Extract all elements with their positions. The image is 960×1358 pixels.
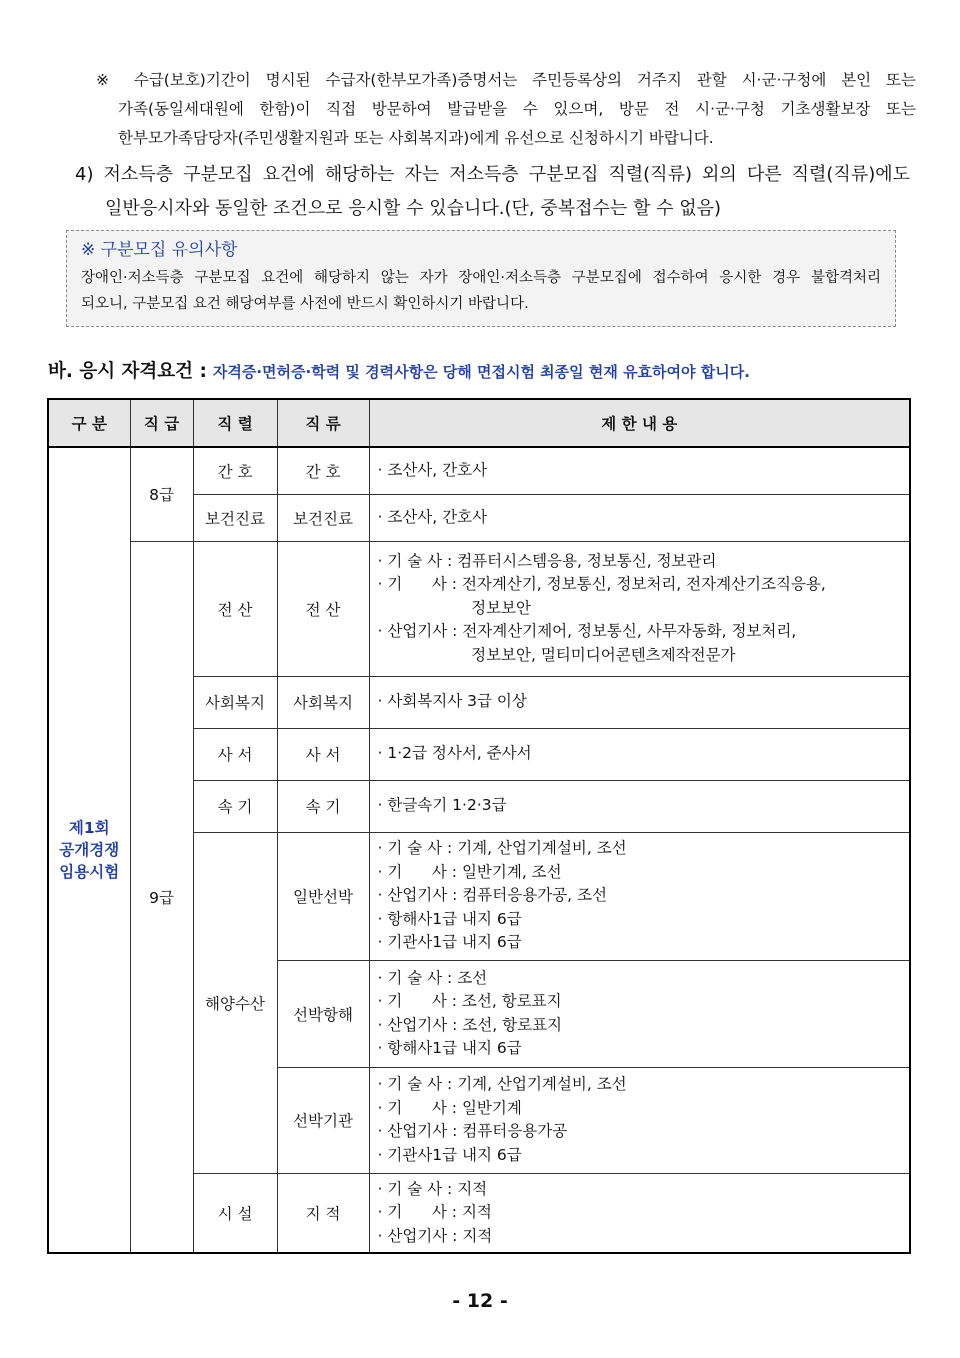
caution-title: ※ 구분모집 유의사항 — [81, 240, 238, 260]
table-header-row — [48, 399, 910, 447]
type-cell: 선박기관 — [277, 1067, 369, 1173]
limit-line: · 기관사1급 내지 6급 — [377, 933, 522, 952]
limit-line: · 기 사 : 일반기계, 조선 — [377, 862, 562, 881]
caution-line-2: 되오니, 구분모집 요건 해당여부를 사전에 반드시 확인하시기 바랍니다. — [81, 296, 529, 312]
limits-cell — [369, 541, 910, 676]
limit-line: · 산업기사 : 지적 — [377, 1226, 493, 1245]
header-category: 구 분 — [48, 399, 130, 447]
header-type: 직 류 — [277, 399, 369, 447]
limits-cell — [369, 728, 910, 780]
limits-cell — [369, 447, 910, 494]
limit-line: · 기 술 사 : 기계, 산업기계설비, 조선 — [377, 1075, 627, 1093]
limit-line: · 조산사, 간호사 — [377, 461, 488, 479]
type-cell: 전 산 — [277, 541, 369, 676]
limit-line: · 산업기사 : 컴퓨터응용가공 — [377, 1122, 568, 1140]
note-line-3: 한부모가족담당자(주민생활지원과 또는 사회복지과)에게 유선으로 신청하시기 바랍니다. — [118, 129, 714, 147]
series-cell: 간 호 — [193, 447, 277, 494]
series-cell: 사 서 — [193, 728, 277, 780]
type-cell: 선박항해 — [277, 960, 369, 1067]
limits-cell — [369, 832, 910, 960]
type-cell: 속 기 — [277, 780, 369, 832]
limit-line: · 산업기사 : 전자계산기제어, 정보통신, 사무자동화, 정보처리, — [377, 622, 797, 641]
limit-line: 정보보안 — [377, 598, 532, 617]
limits-cell — [369, 1173, 910, 1253]
series-cell: 전 산 — [193, 541, 277, 676]
series-cell: 해양수산 — [193, 832, 277, 1173]
series-cell: 시 설 — [193, 1173, 277, 1253]
limit-line: · 1·2급 정사서, 준사서 — [377, 744, 532, 763]
type-cell: 사 서 — [277, 728, 369, 780]
series-cell: 속 기 — [193, 780, 277, 832]
limit-line: · 항해사1급 내지 6급 — [377, 1039, 522, 1057]
section-subtitle: 자격증·면허증·학력 및 경력사항은 당해 면접시험 최종일 현재 유효하여야 합니다. — [212, 363, 750, 381]
caution-body — [81, 265, 881, 317]
limit-line: 정보보안, 멀티미디어콘텐츠제작전문가 — [377, 645, 736, 664]
series-cell: 사회복지 — [193, 676, 277, 728]
header-series: 직 렬 — [193, 399, 277, 447]
type-cell: 사회복지 — [277, 676, 369, 728]
limit-line: · 한글속기 1·2·3급 — [377, 796, 507, 815]
note-line-1: ※ 수급(보호)기간이 명시된 수급자(한부모가족)증명서는 주민등록상의 거주지 관할 시·군·구청에 본인 또는 — [96, 71, 916, 89]
table-row — [48, 541, 910, 676]
category-cell — [48, 447, 130, 1253]
limits-cell — [369, 960, 910, 1067]
item4-line-2: 일반응시자와 동일한 조건으로 응시할 수 있습니다.(단, 중복접수는 할 수 없음) — [105, 198, 722, 219]
header-limits: 제 한 내 용 — [369, 399, 910, 447]
limit-line: · 기 사 : 조선, 항로표지 — [377, 992, 562, 1010]
caution-box — [66, 230, 896, 327]
grade-cell: 9급 — [130, 541, 193, 1253]
limit-line: · 기 술 사 : 기계, 산업기계설비, 조선 — [377, 839, 627, 858]
low-income-item-4 — [75, 158, 910, 226]
qualification-table — [47, 398, 911, 1254]
limits-cell — [369, 780, 910, 832]
limits-cell — [369, 676, 910, 728]
limit-line: · 기 사 : 전자계산기, 정보통신, 정보처리, 전자계산기조직응용, — [377, 575, 826, 594]
page-number: - 12 - — [452, 1290, 508, 1312]
limit-line: · 기 사 : 지적 — [377, 1203, 492, 1221]
note-line-2: 가족(동일세대원에 한함)이 직접 방문하여 발급받을 수 있으며, 방문 전 시·군·구청 기초생활보장 또는 — [118, 100, 916, 118]
limit-line: · 산업기사 : 조선, 항로표지 — [377, 1015, 563, 1034]
limit-line: · 기관사1급 내지 6급 — [377, 1145, 522, 1164]
certificate-note — [96, 66, 916, 153]
section-title: 바. 응시 자격요건 : — [48, 361, 207, 382]
limits-cell — [369, 1067, 910, 1173]
limit-line: · 기 술 사 : 컴퓨터시스템응용, 정보통신, 정보관리 — [377, 551, 717, 570]
limit-line: · 산업기사 : 컴퓨터응용가공, 조선 — [377, 886, 607, 905]
limits-cell — [369, 494, 910, 541]
type-cell: 간 호 — [277, 447, 369, 494]
caution-line-1: 장애인·저소득층 구분모집 요건에 해당하지 않는 자가 장애인·저소득층 구분모집에 접수하여 응시한 경우 불합격처리 — [81, 270, 881, 286]
table-row — [48, 447, 910, 494]
limit-line: · 사회복지사 3급 이상 — [377, 692, 527, 711]
grade-cell: 8급 — [130, 447, 193, 541]
type-cell: 지 적 — [277, 1173, 369, 1253]
limit-line: · 기 사 : 일반기계 — [377, 1098, 522, 1117]
section-heading — [48, 357, 750, 383]
limit-line: · 항해사1급 내지 6급 — [377, 909, 522, 928]
category-label: 제1회 공개경쟁 임용시험 — [59, 819, 120, 881]
header-grade: 직 급 — [130, 399, 193, 447]
type-cell: 보건진료 — [277, 494, 369, 541]
limit-line: · 기 술 사 : 지적 — [377, 1179, 488, 1198]
type-cell: 일반선박 — [277, 832, 369, 960]
item4-line-1: 4) 저소득층 구분모집 요건에 해당하는 자는 저소득층 구분모집 직렬(직류) 외의 다른 직렬(직류)에도 — [75, 164, 910, 185]
limit-line: · 기 술 사 : 조선 — [377, 968, 488, 987]
series-cell: 보건진료 — [193, 494, 277, 541]
limit-line: · 조산사, 간호사 — [377, 507, 488, 526]
